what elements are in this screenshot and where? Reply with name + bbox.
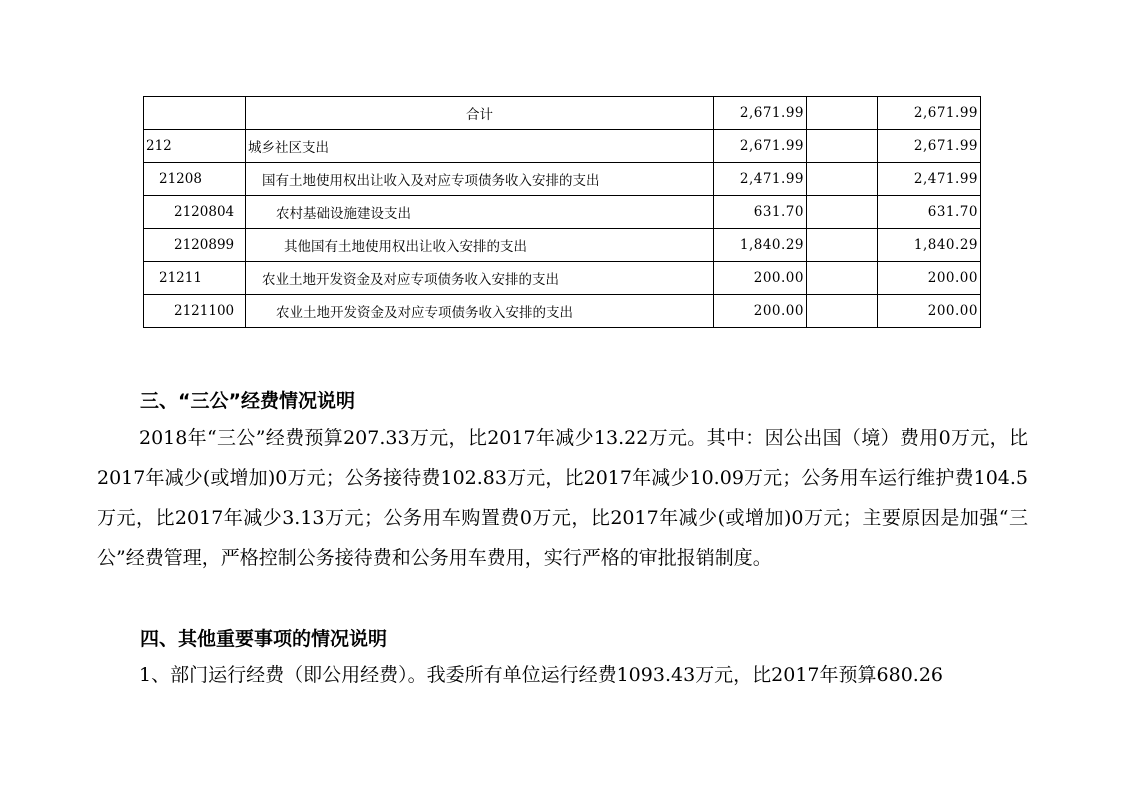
code-cell: 2120899 (144, 229, 246, 262)
section-heading-three-public: 三、“三公”经费情况说明 (140, 390, 355, 412)
empty-cell (807, 130, 878, 163)
code-cell: 21211 (144, 262, 246, 295)
table-row (144, 262, 981, 295)
amount-cell: 200.00 (714, 295, 807, 328)
table-row-total (144, 97, 981, 130)
name-cell: 城乡社区支出 (246, 130, 714, 163)
empty-cell (807, 295, 878, 328)
total-amount-cell: 200.00 (878, 262, 981, 295)
empty-cell (807, 196, 878, 229)
empty-cell (807, 229, 878, 262)
amount-cell: 631.70 (714, 196, 807, 229)
name-cell: 农村基础设施建设支出 (246, 196, 714, 229)
name-cell: 农业土地开发资金及对应专项债务收入安排的支出 (246, 262, 714, 295)
amount-cell: 1,840.29 (714, 229, 807, 262)
total-amount-cell: 631.70 (878, 196, 981, 229)
amount-cell: 200.00 (714, 262, 807, 295)
code-cell: 2120804 (144, 196, 246, 229)
table-row (144, 163, 981, 196)
empty-cell (807, 262, 878, 295)
table-row (144, 130, 981, 163)
name-cell: 其他国有土地使用权出让收入安排的支出 (246, 229, 714, 262)
table-row (144, 196, 981, 229)
name-cell: 农业土地开发资金及对应专项债务收入安排的支出 (246, 295, 714, 328)
table-row (144, 229, 981, 262)
empty-cell (807, 163, 878, 196)
total-amount-cell: 2,471.99 (878, 163, 981, 196)
name-cell: 合计 (246, 97, 714, 130)
empty-cell (807, 97, 878, 130)
code-cell: 212 (144, 130, 246, 163)
three-public-paragraph: 2018年“三公”经费预算207.33万元，比2017年减少13.22万元。其中：因公出国（境）费用0万元，比2017年减少(或增加)0万元；公务接待费102.83万元，比2017年减少10.09万元；公务用车运行维护费104.5万元，比2017年减少3.13万元；公务用车购置费0万元，比2017年减少(或增加)0万元；主要原因是加强“三公”经费管理，严格控制公务接待费和公务用车费用，实行严格的审批报销制度。 (97, 427, 1028, 569)
total-amount-cell: 2,671.99 (878, 97, 981, 130)
section-heading-other-matters: 四、其他重要事项的情况说明 (140, 628, 388, 650)
code-cell (144, 97, 246, 130)
total-amount-cell: 2,671.99 (878, 130, 981, 163)
code-cell: 21208 (144, 163, 246, 196)
total-amount-cell: 1,840.29 (878, 229, 981, 262)
amount-cell: 2,471.99 (714, 163, 807, 196)
amount-cell: 2,671.99 (714, 97, 807, 130)
code-cell: 2121100 (144, 295, 246, 328)
name-cell: 国有土地使用权出让收入及对应专项债务收入安排的支出 (246, 163, 714, 196)
table-row (144, 295, 981, 328)
budget-table (143, 96, 981, 328)
amount-cell: 2,671.99 (714, 130, 807, 163)
operating-expense-paragraph: 1、部门运行经费（即公用经费）。我委所有单位运行经费1093.43万元，比2017年预算680.26 (139, 664, 943, 686)
total-amount-cell: 200.00 (878, 295, 981, 328)
